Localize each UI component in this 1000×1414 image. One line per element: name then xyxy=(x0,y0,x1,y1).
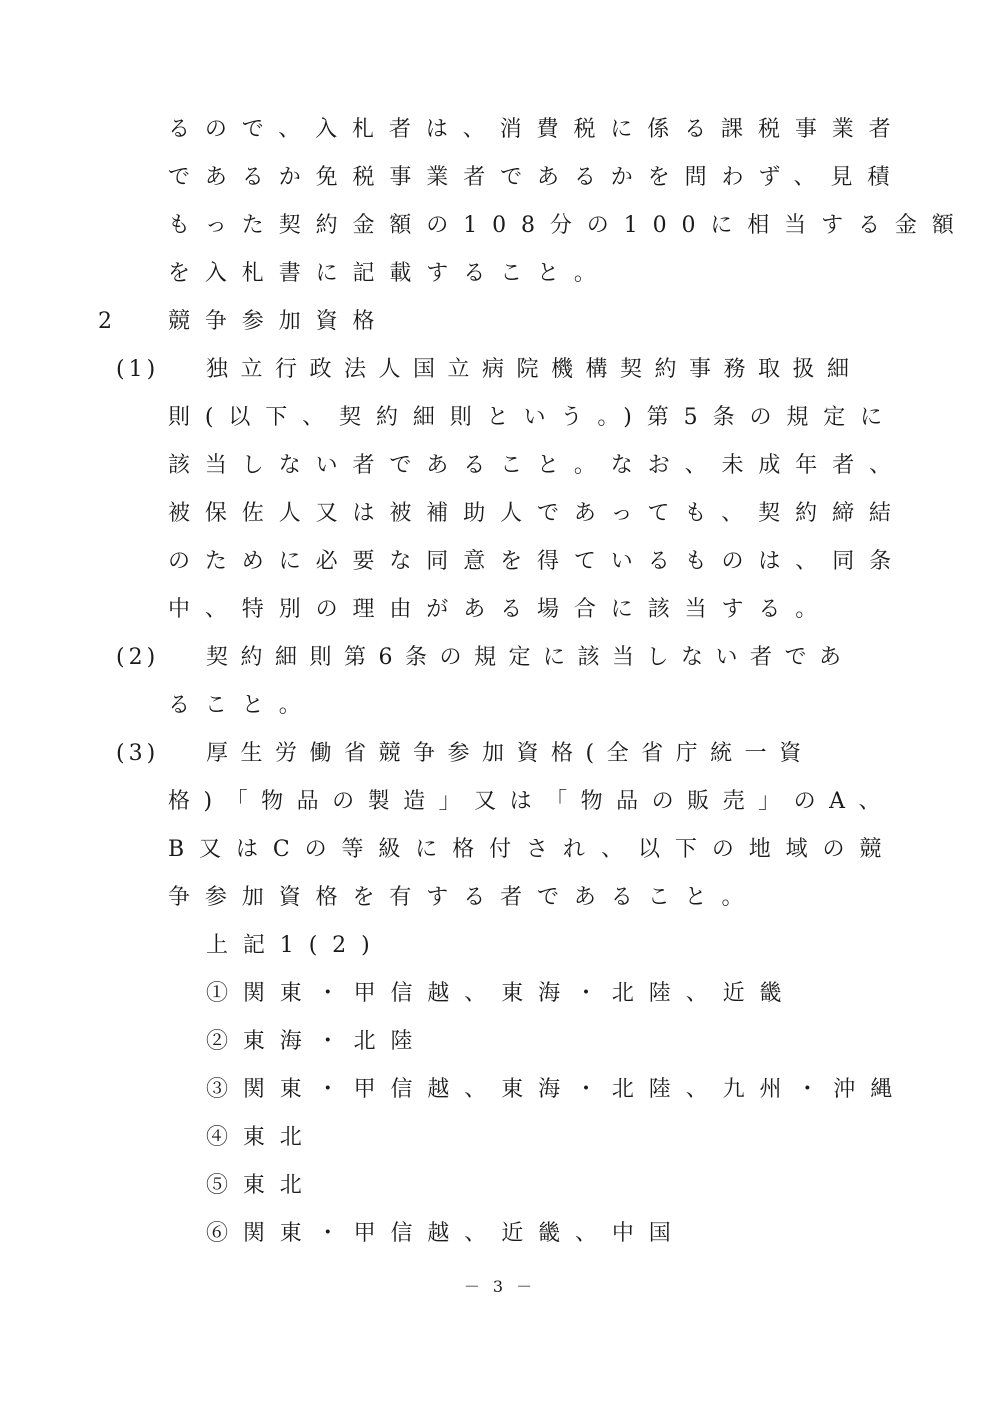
text-line: 独立行政法人国立病院機構契約事務取扱細 xyxy=(206,357,862,382)
text-line: 中、特別の理由がある場合に該当する。 xyxy=(168,597,833,622)
region-list-item: ①関東・甲信越、東海・北陸、近畿 xyxy=(206,981,797,1006)
text-line: であるか免税事業者であるかを問わず、見積 xyxy=(168,165,905,190)
region-list-item: ③関東・甲信越、東海・北陸、九州・沖縄 xyxy=(206,1077,908,1102)
text-line: 争参加資格を有する者であること。 xyxy=(168,885,759,910)
region-list-item: ④東北 xyxy=(206,1125,317,1150)
item-marker: (2) xyxy=(116,645,160,670)
text-line: 被保佐人又は被補助人であっても、契約締結 xyxy=(168,501,906,526)
text-line: 契約細則第6条の規定に該当しない者であ xyxy=(206,645,854,670)
text-line: を入札書に記載すること。 xyxy=(168,261,611,286)
region-list-item: ②東海・北陸 xyxy=(206,1029,428,1054)
page-number: － 3 － xyxy=(463,1277,537,1296)
text-line: 格)「物品の製造」又は「物品の販売」のA、 xyxy=(168,789,894,814)
text-line: のために必要な同意を得ているものは、同条 xyxy=(168,549,907,574)
text-line: B又はCの等級に格付され、以下の地域の競 xyxy=(168,837,897,862)
text-line: ること。 xyxy=(168,693,316,718)
section-number: 2 xyxy=(98,309,116,334)
section-heading: 競争参加資格 xyxy=(168,309,390,334)
region-list-item: ⑥関東・甲信越、近畿、中国 xyxy=(206,1221,686,1246)
text-line: るので、入札者は、消費税に係る課税事業者 xyxy=(168,117,906,142)
region-list-item: ⑤東北 xyxy=(206,1173,317,1198)
region-list-heading: 上記1(2) xyxy=(206,933,385,958)
text-line: 該当しない者であること。なお、未成年者、 xyxy=(168,453,907,478)
item-marker: (1) xyxy=(116,357,160,382)
text-line: もった契約金額の108分の100に相当する金額 xyxy=(168,213,969,238)
text-line: 則(以下、契約細則という。)第5条の規定に xyxy=(168,405,898,430)
text-line: 厚生労働省競争参加資格(全省庁統一資 xyxy=(206,741,814,766)
item-marker: (3) xyxy=(116,741,160,766)
